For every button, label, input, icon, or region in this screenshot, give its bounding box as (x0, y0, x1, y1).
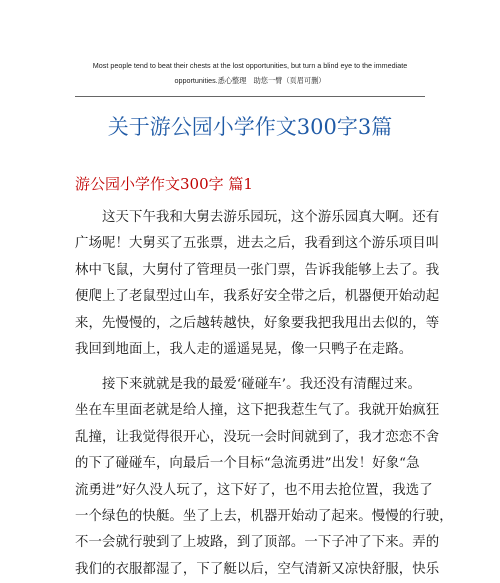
paragraph-line: 我们的衣服都湿了，下了艇以后，空气清新又凉快舒服，快乐 (75, 561, 440, 577)
paragraph-line: 乱撞，让我觉得很开心，没玩一会时间就到了，我才恋恋不舍 (75, 429, 440, 445)
header-divider (75, 96, 425, 97)
paragraph-line: 我回到地面上，我人走的遥遥晃晃，像一只鸭子在走路。 (75, 342, 413, 358)
header-line-2: opportunities.悉心整理 助您一臂（页眉可删） (174, 76, 326, 85)
paragraph-line: 林中飞鼠，大舅付了管理员一张门票，告诉我能够上去了。我 (75, 262, 440, 278)
paragraph-line: 这天下午我和大舅去游乐园玩，这个游乐园真大啊。还有 (102, 210, 440, 225)
paragraph-line: 坐在车里面老就是给人撞，这下把我惹生气了。我就开始疯狂 (75, 403, 440, 419)
paragraph-line: 接下来就就是我的最爱‘碰碰车’。我还没有清醒过来。 (102, 377, 421, 392)
paragraph-line: 一个绿色的快艇。坐了上去，机器开始动了起来。慢慢的行驶， (75, 509, 453, 525)
page-header (60, 58, 440, 88)
paragraph-line: 不一会就行驶到了上坡路，到了顶部。一下子冲了下来。弄的 (75, 535, 440, 551)
header-line-1: Most people tend to beat their chests at the lost opportunities, but turn a blind eye to the immediate (92, 61, 408, 70)
paragraph-line: 来，先慢慢的，之后越转越快，好象要我把我甩出去似的，等 (75, 315, 440, 331)
paragraph-line: 的下了碰碰车，向最后一个目标“急流勇进”出发！好象“急 (75, 456, 420, 472)
paragraph-line: 便爬上了老鼠型过山车，我系好安全带之后，机器便开始动起 (75, 289, 440, 305)
paragraph-2 (75, 372, 453, 583)
paragraph-1 (75, 205, 440, 363)
section-title: 游公园小学作文300字 篇1 (75, 175, 253, 193)
paragraph-line: 广场呢！大舅买了五张票，进去之后，我看到这个游乐项目叫 (75, 236, 440, 252)
paragraph-line: 流勇进”好久没人玩了，这下好了，也不用去抢位置，我选了 (75, 482, 433, 498)
document-title: 关于游公园小学作文300字3篇 (107, 115, 393, 139)
